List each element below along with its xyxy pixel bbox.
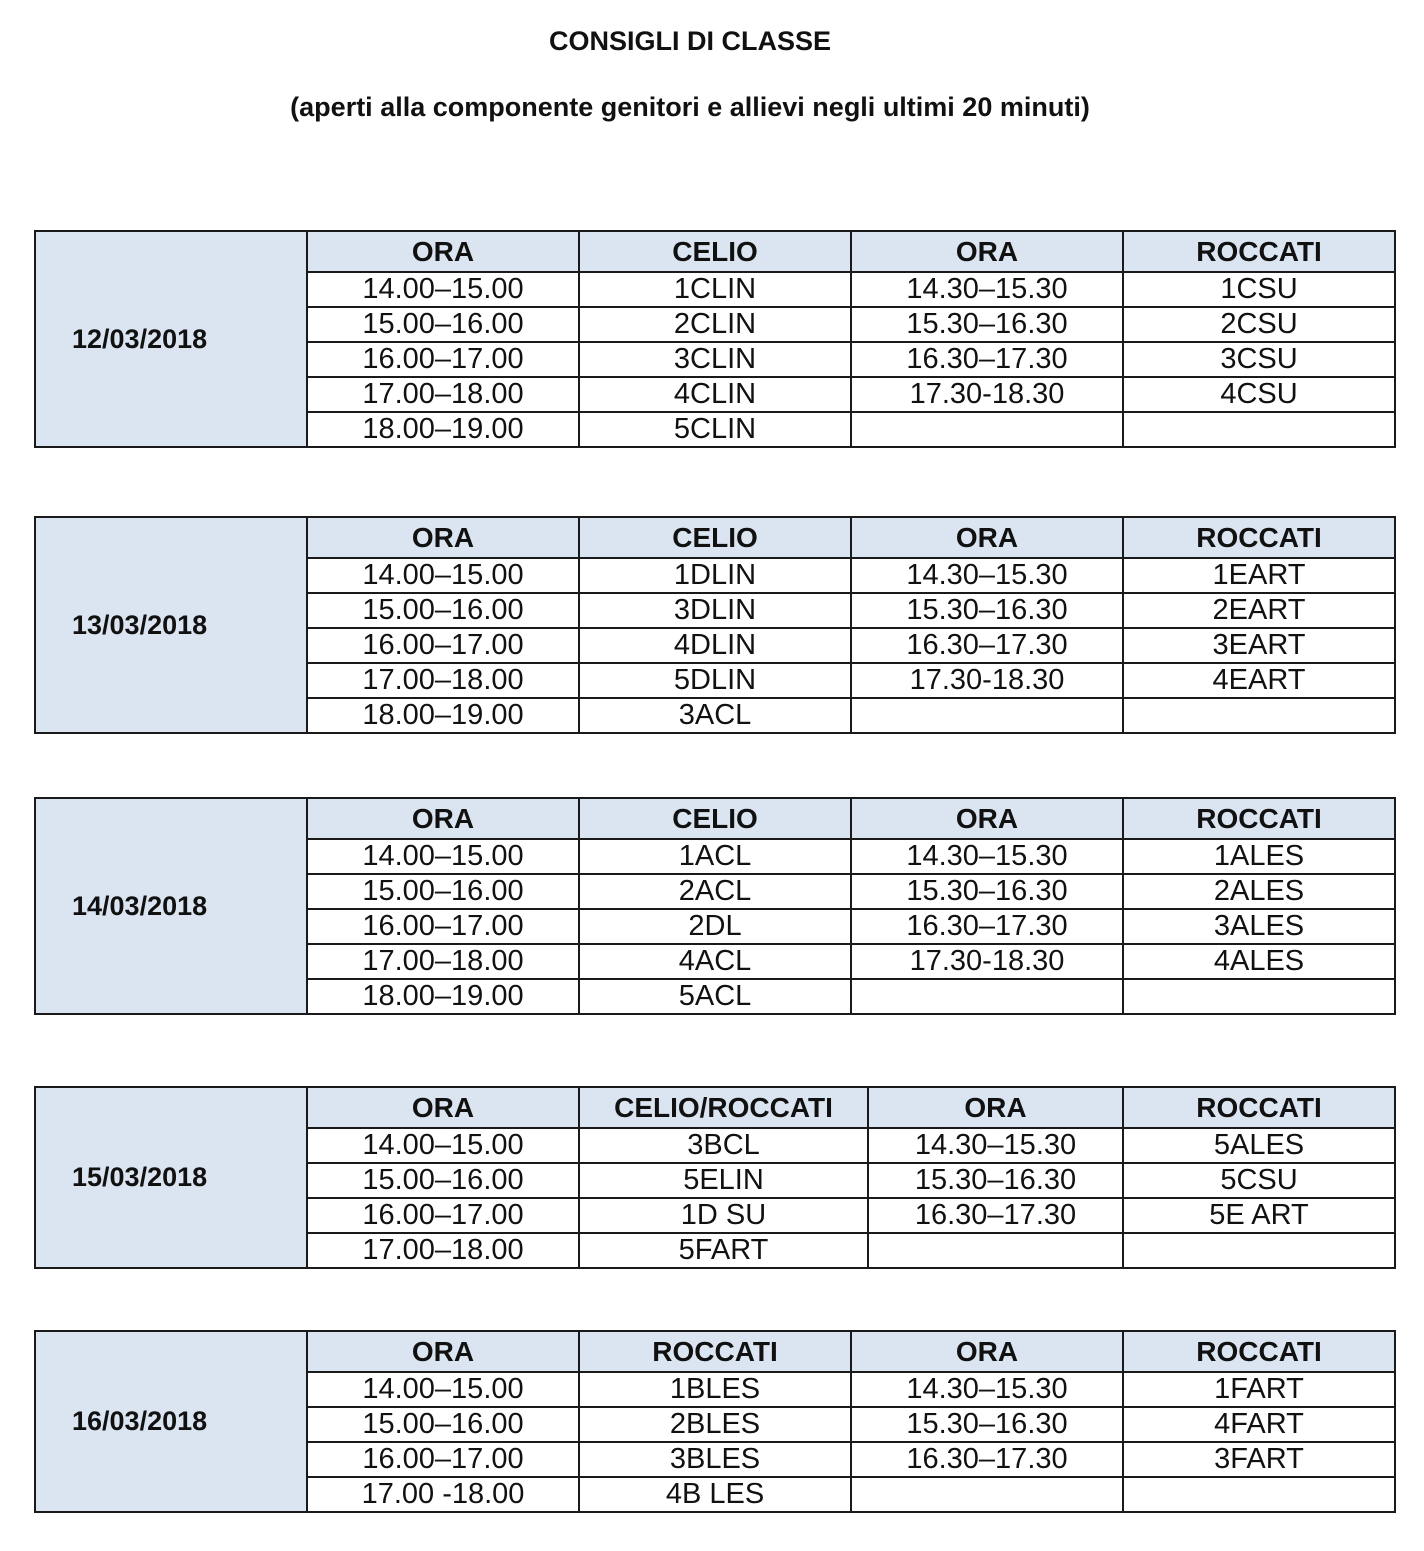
- class-cell: 5ACL: [579, 979, 851, 1014]
- class-cell: 3ACL: [579, 698, 851, 733]
- schedule-table-day-3: [34, 797, 1396, 1015]
- schedule-table-day-1: [34, 230, 1396, 448]
- class-cell: 4EART: [1123, 663, 1395, 698]
- class-cell: 2BLES: [579, 1407, 851, 1442]
- time-cell: 14.30–15.30: [851, 558, 1123, 593]
- column-header: ORA: [307, 798, 579, 839]
- time-cell: 14.00–15.00: [307, 272, 579, 307]
- class-cell: 1EART: [1123, 558, 1395, 593]
- time-cell: 14.30–15.30: [851, 272, 1123, 307]
- column-header: ROCCATI: [1123, 798, 1395, 839]
- time-cell: 16.30–17.30: [851, 342, 1123, 377]
- time-cell: 15.30–16.30: [851, 593, 1123, 628]
- time-cell: 17.00 -18.00: [307, 1477, 579, 1512]
- date-cell: 16/03/2018: [35, 1331, 307, 1512]
- class-cell: 3EART: [1123, 628, 1395, 663]
- schedule-table-day-2: [34, 516, 1396, 734]
- class-cell: 4B LES: [579, 1477, 851, 1512]
- time-cell: 17.00–18.00: [307, 663, 579, 698]
- class-cell: 1CSU: [1123, 272, 1395, 307]
- column-header: ROCCATI: [1123, 1087, 1395, 1128]
- date-cell: 13/03/2018: [35, 517, 307, 733]
- class-cell: 5DLIN: [579, 663, 851, 698]
- time-cell: 14.00–15.00: [307, 1128, 579, 1163]
- column-header: ORA: [851, 1331, 1123, 1372]
- class-cell: 4ALES: [1123, 944, 1395, 979]
- time-cell: [851, 698, 1123, 733]
- class-cell: 5E ART: [1123, 1198, 1395, 1233]
- class-cell: 2EART: [1123, 593, 1395, 628]
- class-cell: 4CLIN: [579, 377, 851, 412]
- time-cell: 16.30–17.30: [868, 1198, 1123, 1233]
- class-cell: 1ACL: [579, 839, 851, 874]
- column-header: ORA: [851, 798, 1123, 839]
- class-cell: 1FART: [1123, 1372, 1395, 1407]
- column-header: ORA: [307, 231, 579, 272]
- time-cell: 17.00–18.00: [307, 944, 579, 979]
- time-cell: 15.30–16.30: [851, 1407, 1123, 1442]
- time-cell: 15.30–16.30: [851, 874, 1123, 909]
- class-cell: 2CLIN: [579, 307, 851, 342]
- class-cell: 3FART: [1123, 1442, 1395, 1477]
- time-cell: 15.30–16.30: [851, 307, 1123, 342]
- time-cell: 14.30–15.30: [868, 1128, 1123, 1163]
- time-cell: 18.00–19.00: [307, 698, 579, 733]
- time-cell: 14.30–15.30: [851, 1372, 1123, 1407]
- column-header: ROCCATI: [1123, 231, 1395, 272]
- class-cell: 5CSU: [1123, 1163, 1395, 1198]
- time-cell: 17.30-18.30: [851, 663, 1123, 698]
- class-cell: [1123, 1477, 1395, 1512]
- class-cell: 4ACL: [579, 944, 851, 979]
- class-cell: [1123, 979, 1395, 1014]
- class-cell: 2DL: [579, 909, 851, 944]
- time-cell: 15.00–16.00: [307, 307, 579, 342]
- class-cell: 3DLIN: [579, 593, 851, 628]
- column-header: ORA: [307, 1087, 579, 1128]
- time-cell: 16.30–17.30: [851, 628, 1123, 663]
- time-cell: 16.00–17.00: [307, 909, 579, 944]
- time-cell: 15.00–16.00: [307, 593, 579, 628]
- class-cell: 1CLIN: [579, 272, 851, 307]
- column-header: ORA: [851, 517, 1123, 558]
- class-cell: 3BLES: [579, 1442, 851, 1477]
- date-cell: 14/03/2018: [35, 798, 307, 1014]
- time-cell: 17.00–18.00: [307, 1233, 579, 1268]
- column-header: CELIO: [579, 798, 851, 839]
- class-cell: 3CSU: [1123, 342, 1395, 377]
- time-cell: 16.30–17.30: [851, 909, 1123, 944]
- class-cell: 3BCL: [579, 1128, 868, 1163]
- class-cell: 1DLIN: [579, 558, 851, 593]
- time-cell: 18.00–19.00: [307, 979, 579, 1014]
- column-header: ORA: [868, 1087, 1123, 1128]
- class-cell: 5ALES: [1123, 1128, 1395, 1163]
- column-header: ROCCATI: [1123, 517, 1395, 558]
- time-cell: [868, 1233, 1123, 1268]
- time-cell: 14.00–15.00: [307, 839, 579, 874]
- time-cell: 15.00–16.00: [307, 1407, 579, 1442]
- column-header: ORA: [851, 231, 1123, 272]
- class-cell: 1BLES: [579, 1372, 851, 1407]
- class-cell: 5ELIN: [579, 1163, 868, 1198]
- class-cell: [1123, 1233, 1395, 1268]
- class-cell: [1123, 698, 1395, 733]
- class-cell: 3CLIN: [579, 342, 851, 377]
- time-cell: 16.00–17.00: [307, 628, 579, 663]
- class-cell: 5FART: [579, 1233, 868, 1268]
- time-cell: 15.00–16.00: [307, 874, 579, 909]
- time-cell: 15.30–16.30: [868, 1163, 1123, 1198]
- time-cell: 14.00–15.00: [307, 558, 579, 593]
- class-cell: 1ALES: [1123, 839, 1395, 874]
- time-cell: 16.00–17.00: [307, 1442, 579, 1477]
- class-cell: 4CSU: [1123, 377, 1395, 412]
- column-header: CELIO/ROCCATI: [579, 1087, 868, 1128]
- time-cell: 17.30-18.30: [851, 377, 1123, 412]
- schedule-table-day-4: [34, 1086, 1396, 1269]
- schedule-table-day-5: [34, 1330, 1396, 1513]
- time-cell: 17.30-18.30: [851, 944, 1123, 979]
- column-header: CELIO: [579, 517, 851, 558]
- time-cell: 15.00–16.00: [307, 1163, 579, 1198]
- class-cell: 3ALES: [1123, 909, 1395, 944]
- class-cell: 1D SU: [579, 1198, 868, 1233]
- class-cell: [1123, 412, 1395, 447]
- time-cell: [851, 412, 1123, 447]
- class-cell: 5CLIN: [579, 412, 851, 447]
- time-cell: [851, 979, 1123, 1014]
- time-cell: 16.30–17.30: [851, 1442, 1123, 1477]
- class-cell: 2ALES: [1123, 874, 1395, 909]
- time-cell: 16.00–17.00: [307, 342, 579, 377]
- time-cell: 18.00–19.00: [307, 412, 579, 447]
- page-subtitle: (aperti alla componente genitori e allievi negli ultimi 20 minuti): [290, 92, 1090, 122]
- time-cell: 17.00–18.00: [307, 377, 579, 412]
- date-cell: 12/03/2018: [35, 231, 307, 447]
- column-header: ORA: [307, 517, 579, 558]
- time-cell: 14.30–15.30: [851, 839, 1123, 874]
- time-cell: 14.00–15.00: [307, 1372, 579, 1407]
- column-header: ROCCATI: [1123, 1331, 1395, 1372]
- time-cell: [851, 1477, 1123, 1512]
- page-title: CONSIGLI DI CLASSE: [548, 26, 832, 56]
- column-header: ROCCATI: [579, 1331, 851, 1372]
- time-cell: 16.00–17.00: [307, 1198, 579, 1233]
- class-cell: 4DLIN: [579, 628, 851, 663]
- column-header: ORA: [307, 1331, 579, 1372]
- class-cell: 2ACL: [579, 874, 851, 909]
- date-cell: 15/03/2018: [35, 1087, 307, 1268]
- column-header: CELIO: [579, 231, 851, 272]
- class-cell: 2CSU: [1123, 307, 1395, 342]
- class-cell: 4FART: [1123, 1407, 1395, 1442]
